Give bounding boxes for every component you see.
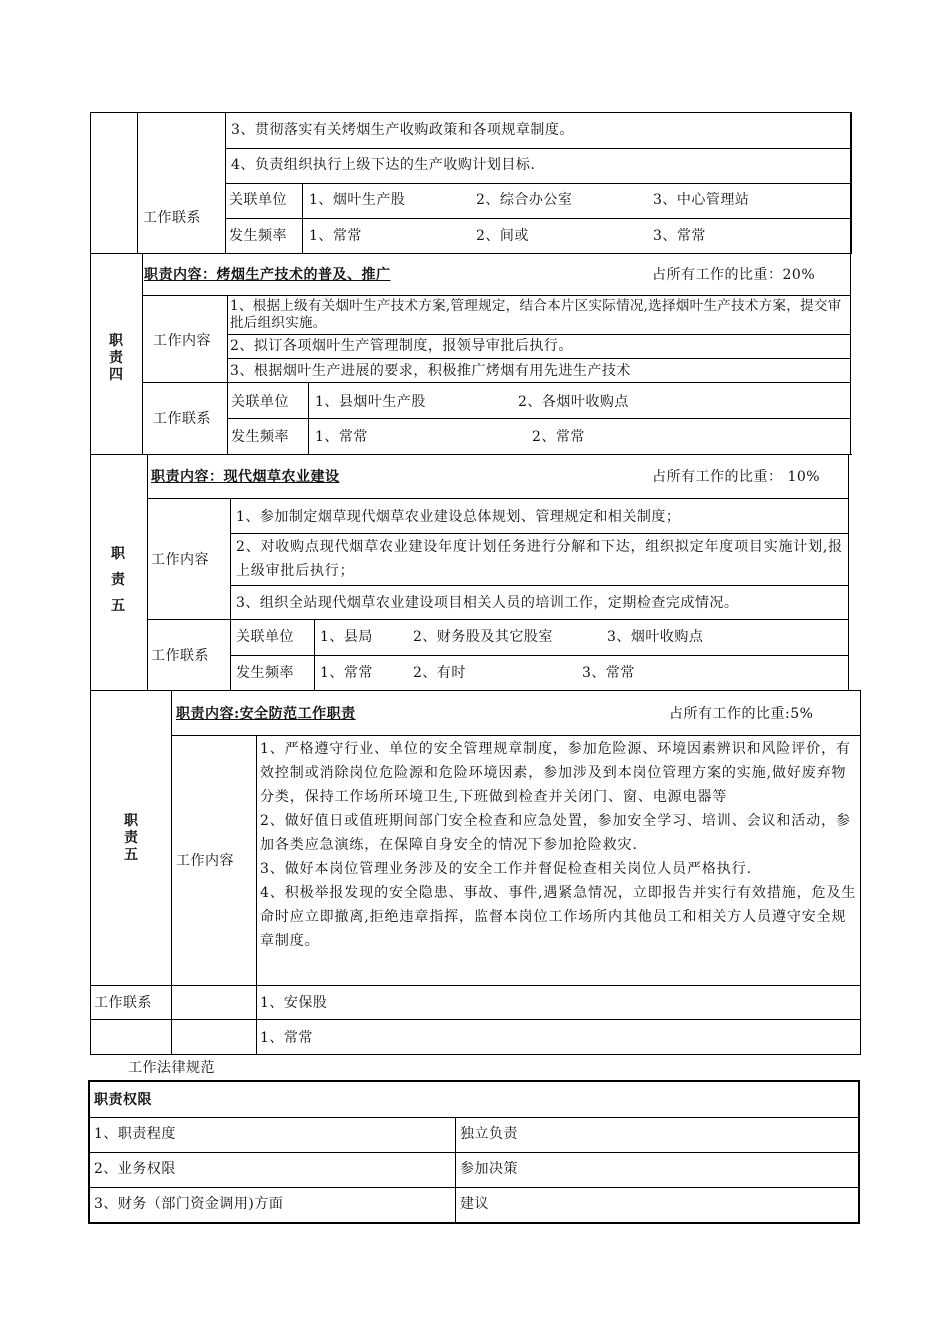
work-content-label: 工作内容 xyxy=(151,552,209,568)
frequency-value: 3、常常 xyxy=(582,665,635,681)
authority-item: 2、业务权限 xyxy=(94,1161,176,1177)
related-units-label: 关联单位 xyxy=(231,394,289,410)
duty6-label xyxy=(122,813,140,864)
duty-ratio: 占所有工作的比重： 10% xyxy=(652,469,821,485)
label-char: 职 xyxy=(109,333,123,349)
label-char: 职 xyxy=(124,813,138,829)
frequency-value: 2、常常 xyxy=(532,429,585,445)
frequency-label: 发生频率 xyxy=(236,665,294,681)
frequency-value: 1、常常 xyxy=(309,228,362,244)
content-item: 3、组织全站现代烟草农业建设项目相关人员的培训工作，定期检查完成情况。 xyxy=(236,595,739,611)
content-item: 2、对收购点现代烟草农业建设年度计划任务进行分解和下达，组织拟定年度项目实施计划,报上级审批后执行； xyxy=(236,539,843,579)
law-norms-label: 工作法律规范 xyxy=(128,1060,215,1076)
authority-value: 参加决策 xyxy=(460,1161,518,1177)
related-unit: 2、财务股及其它股室 xyxy=(413,629,553,645)
duty-ratio: 占所有工作的比重:5% xyxy=(669,706,814,722)
contact-label: 工作联系 xyxy=(151,648,209,664)
frequency-value: 1、常常 xyxy=(315,429,368,445)
label-char: 责 xyxy=(109,350,123,366)
duty-content-title: 职责内容：现代烟草农业建设 xyxy=(151,469,340,485)
label-char: 五 xyxy=(124,847,138,863)
duty-content-title: 职责内容：烤烟生产技术的普及、推广 xyxy=(144,267,391,283)
label-char: 责 xyxy=(124,830,138,846)
contact-label: 工作联系 xyxy=(94,995,152,1011)
frequency-value: 2、有时 xyxy=(413,665,466,681)
safety-items xyxy=(260,737,858,953)
contact-label: 工作联系 xyxy=(143,210,201,226)
contact-label: 工作联系 xyxy=(153,411,211,427)
related-unit: 1、烟叶生产股 xyxy=(309,192,406,208)
duty4-label xyxy=(107,333,125,384)
frequency-value: 1、常常 xyxy=(320,665,373,681)
label-char: 责 xyxy=(111,572,125,588)
related-unit: 1、县烟叶生产股 xyxy=(315,394,426,410)
content-item: 1、参加制定烟草现代烟草农业建设总体规划、管理规定和相关制度； xyxy=(236,509,681,525)
label-char: 四 xyxy=(109,367,123,383)
frequency-value: 3、常常 xyxy=(653,228,706,244)
frequency-label: 发生频率 xyxy=(229,228,287,244)
duty5-label xyxy=(109,541,127,619)
content-item: 1、严格遵守行业、单位的安全管理规章制度，参加危险源、环境因素辨识和风险评价，有效控制或消除岗位危险源和危险环境因素，参加涉及到本岗位管理方案的实施,做好废弃物分类，保持工作场所环境卫生,下班做到检查并关闭门、窗、电源电器等 xyxy=(260,741,851,805)
content-item: 1、根据上级有关烟叶生产技术方案,管理规定，结合本片区实际情况,选择烟叶生产技术方案，提交审批后组织实施。 xyxy=(230,298,842,331)
content-item: 3、贯彻落实有关烤烟生产收购政策和各项规章制度。 xyxy=(231,122,574,138)
work-content-label: 工作内容 xyxy=(153,333,211,349)
related-unit: 2、各烟叶收购点 xyxy=(518,394,629,410)
contact-value: 1、安保股 xyxy=(260,995,328,1011)
content-item: 2、做好值日或值班期间部门安全检查和应急处置，参加安全学习、培训、会议和活动，参加各类应急演练，在保障自身安全的情况下参加抢险救灾. xyxy=(260,813,851,853)
label-char: 职 xyxy=(111,546,125,562)
related-unit: 3、中心管理站 xyxy=(653,192,750,208)
frequency-value: 2、间或 xyxy=(476,228,529,244)
related-units-label: 关联单位 xyxy=(236,629,294,645)
duty-content-title: 职责内容:安全防范工作职责 xyxy=(176,706,356,722)
related-unit: 3、烟叶收购点 xyxy=(607,629,704,645)
authority-value: 独立负责 xyxy=(460,1126,518,1142)
content-item: 2、拟订各项烟叶生产管理制度，报领导审批后执行。 xyxy=(230,338,573,354)
content-item: 4、积极举报发现的安全隐患、事故、事件,遇紧急情况，立即报告并实行有效措施，危及生命时应立即撤离,拒绝违章指挥，监督本岗位工作场所内其他员工和相关方人员遵守安全规章制度。 xyxy=(260,885,857,949)
authority-value: 建议 xyxy=(460,1196,489,1212)
work-content-label: 工作内容 xyxy=(176,853,234,869)
frequency-value: 1、常常 xyxy=(260,1030,313,1046)
related-unit: 1、县局 xyxy=(320,629,373,645)
authority-item: 1、职责程度 xyxy=(94,1126,176,1142)
authority-header: 职责权限 xyxy=(94,1092,152,1108)
related-units-label: 关联单位 xyxy=(229,192,287,208)
related-unit: 2、综合办公室 xyxy=(476,192,573,208)
content-item: 3、做好本岗位管理业务涉及的安全工作并督促检查相关岗位人员严格执行. xyxy=(260,861,752,877)
content-item: 3、根据烟叶生产进展的要求，积极推广烤烟有用先进生产技术 xyxy=(230,363,631,379)
frequency-label: 发生频率 xyxy=(231,429,289,445)
authority-item: 3、财务（部门资金调用)方面 xyxy=(94,1196,284,1212)
label-char: 五 xyxy=(111,598,125,614)
content-item: 4、负责组织执行上级下达的生产收购计划目标. xyxy=(231,157,536,173)
duty-ratio: 占所有工作的比重：20% xyxy=(652,267,816,283)
